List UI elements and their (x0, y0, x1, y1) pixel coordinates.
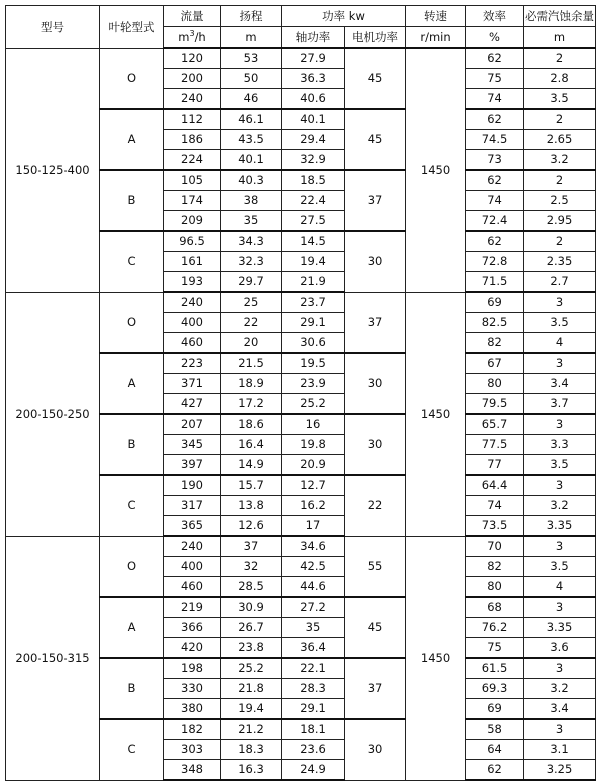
flow-cell: 200 (164, 69, 221, 89)
header-power: 功率 kw (282, 6, 406, 27)
efficiency-cell: 82 (466, 333, 524, 354)
head-cell: 38 (221, 191, 282, 211)
header-npshr-unit: m (524, 27, 596, 49)
motor-power-cell: 30 (345, 414, 406, 475)
npshr-cell: 3.3 (524, 435, 596, 455)
model-cell: 150-125-400 (6, 48, 100, 292)
head-cell: 23.8 (221, 638, 282, 659)
shaft-power-cell: 25.2 (282, 394, 345, 415)
efficiency-cell: 71.5 (466, 272, 524, 293)
npshr-cell: 2 (524, 48, 596, 69)
npshr-cell: 3 (524, 353, 596, 374)
shaft-power-cell: 29.1 (282, 699, 345, 720)
efficiency-cell: 69.3 (466, 679, 524, 699)
shaft-power-cell: 30.6 (282, 333, 345, 354)
shaft-power-cell: 29.1 (282, 313, 345, 333)
efficiency-cell: 79.5 (466, 394, 524, 415)
flow-cell: 365 (164, 516, 221, 537)
table-row (6, 48, 596, 69)
shaft-power-cell: 16.2 (282, 496, 345, 516)
impeller-type-cell: B (100, 414, 164, 475)
head-cell: 18.9 (221, 374, 282, 394)
impeller-type-cell: B (100, 658, 164, 719)
motor-power-cell: 45 (345, 48, 406, 109)
impeller-type-cell: A (100, 353, 164, 414)
npshr-cell: 3.6 (524, 638, 596, 659)
head-cell: 19.4 (221, 699, 282, 720)
flow-cell: 303 (164, 740, 221, 760)
header-flow: 流量 (164, 6, 221, 27)
impeller-type-cell: O (100, 48, 164, 109)
impeller-type-cell: O (100, 292, 164, 353)
impeller-type-cell: C (100, 475, 164, 536)
shaft-power-cell: 40.6 (282, 89, 345, 110)
head-cell: 40.1 (221, 150, 282, 171)
npshr-cell: 3 (524, 658, 596, 679)
npshr-cell: 3.4 (524, 699, 596, 720)
npshr-cell: 3.35 (524, 516, 596, 537)
shaft-power-cell: 18.1 (282, 719, 345, 740)
flow-cell: 460 (164, 333, 221, 354)
shaft-power-cell: 18.5 (282, 170, 345, 191)
shaft-power-cell: 23.6 (282, 740, 345, 760)
efficiency-cell: 58 (466, 719, 524, 740)
efficiency-cell: 64.4 (466, 475, 524, 496)
impeller-type-cell: C (100, 231, 164, 292)
shaft-power-cell: 24.9 (282, 760, 345, 781)
npshr-cell: 2 (524, 109, 596, 130)
npshr-cell: 3.5 (524, 557, 596, 577)
header-npshr: 必需汽蚀余量 (524, 6, 596, 27)
efficiency-cell: 62 (466, 231, 524, 252)
flow-cell: 400 (164, 313, 221, 333)
npshr-cell: 2.5 (524, 191, 596, 211)
flow-cell: 198 (164, 658, 221, 679)
shaft-power-cell: 42.5 (282, 557, 345, 577)
header-efficiency: 效率 (466, 6, 524, 27)
efficiency-cell: 61.5 (466, 658, 524, 679)
flow-cell: 223 (164, 353, 221, 374)
flow-cell: 460 (164, 577, 221, 598)
shaft-power-cell: 35 (282, 618, 345, 638)
header-impeller: 叶轮型式 (100, 6, 164, 49)
efficiency-cell: 74 (466, 89, 524, 110)
shaft-power-cell: 17 (282, 516, 345, 537)
flow-cell: 345 (164, 435, 221, 455)
flow-cell: 174 (164, 191, 221, 211)
impeller-type-cell: A (100, 597, 164, 658)
efficiency-cell: 74 (466, 496, 524, 516)
flow-cell: 224 (164, 150, 221, 171)
efficiency-cell: 77 (466, 455, 524, 476)
head-cell: 40.3 (221, 170, 282, 191)
shaft-power-cell: 44.6 (282, 577, 345, 598)
flow-cell: 182 (164, 719, 221, 740)
npshr-cell: 2 (524, 170, 596, 191)
head-cell: 35 (221, 211, 282, 232)
npshr-cell: 3.4 (524, 374, 596, 394)
motor-power-cell: 30 (345, 719, 406, 780)
head-cell: 37 (221, 536, 282, 557)
motor-power-cell: 30 (345, 231, 406, 292)
shaft-power-cell: 29.4 (282, 130, 345, 150)
header-head-unit: m (221, 27, 282, 49)
efficiency-cell: 75 (466, 638, 524, 659)
flow-cell: 397 (164, 455, 221, 476)
flow-cell: 348 (164, 760, 221, 781)
table-row (6, 536, 596, 557)
efficiency-cell: 80 (466, 374, 524, 394)
shaft-power-cell: 20.9 (282, 455, 345, 476)
shaft-power-cell: 34.6 (282, 536, 345, 557)
head-cell: 16.4 (221, 435, 282, 455)
head-cell: 43.5 (221, 130, 282, 150)
head-cell: 14.9 (221, 455, 282, 476)
shaft-power-cell: 12.7 (282, 475, 345, 496)
npshr-cell: 3.2 (524, 150, 596, 171)
shaft-power-cell: 36.3 (282, 69, 345, 89)
impeller-type-cell: B (100, 170, 164, 231)
shaft-power-cell: 23.7 (282, 292, 345, 313)
head-cell: 15.7 (221, 475, 282, 496)
head-cell: 29.7 (221, 272, 282, 293)
flow-cell: 190 (164, 475, 221, 496)
head-cell: 22 (221, 313, 282, 333)
impeller-type-cell: O (100, 536, 164, 597)
efficiency-cell: 82 (466, 557, 524, 577)
npshr-cell: 3.35 (524, 618, 596, 638)
npshr-cell: 3 (524, 414, 596, 435)
efficiency-cell: 62 (466, 109, 524, 130)
shaft-power-cell: 36.4 (282, 638, 345, 659)
npshr-cell: 2 (524, 231, 596, 252)
flow-cell: 161 (164, 252, 221, 272)
flow-cell: 96.5 (164, 231, 221, 252)
efficiency-cell: 80 (466, 577, 524, 598)
efficiency-cell: 67 (466, 353, 524, 374)
npshr-cell: 2.8 (524, 69, 596, 89)
speed-cell: 1450 (406, 48, 466, 292)
npshr-cell: 4 (524, 333, 596, 354)
flow-cell: 366 (164, 618, 221, 638)
head-cell: 26.7 (221, 618, 282, 638)
npshr-cell: 3.5 (524, 313, 596, 333)
npshr-cell: 3.1 (524, 740, 596, 760)
efficiency-cell: 69 (466, 292, 524, 313)
head-cell: 20 (221, 333, 282, 354)
npshr-cell: 3 (524, 597, 596, 618)
header-efficiency-unit: % (466, 27, 524, 49)
shaft-power-cell: 23.9 (282, 374, 345, 394)
efficiency-cell: 77.5 (466, 435, 524, 455)
efficiency-cell: 75 (466, 69, 524, 89)
header-flow-unit (164, 27, 221, 49)
header-speed: 转速 (406, 6, 466, 27)
efficiency-cell: 76.2 (466, 618, 524, 638)
flow-unit-main: m (178, 30, 190, 44)
flow-cell: 240 (164, 89, 221, 110)
head-cell: 12.6 (221, 516, 282, 537)
npshr-cell: 4 (524, 577, 596, 598)
head-cell: 53 (221, 48, 282, 69)
shaft-power-cell: 16 (282, 414, 345, 435)
model-cell: 200-150-250 (6, 292, 100, 536)
motor-power-cell: 30 (345, 353, 406, 414)
npshr-cell: 3.5 (524, 89, 596, 110)
model-cell: 200-150-315 (6, 536, 100, 780)
efficiency-cell: 73 (466, 150, 524, 171)
npshr-cell: 3 (524, 719, 596, 740)
npshr-cell: 3.2 (524, 679, 596, 699)
header-motor-power: 电机功率 (345, 27, 406, 49)
efficiency-cell: 70 (466, 536, 524, 557)
efficiency-cell: 65.7 (466, 414, 524, 435)
efficiency-cell: 82.5 (466, 313, 524, 333)
header-shaft-power: 轴功率 (282, 27, 345, 49)
shaft-power-cell: 19.5 (282, 353, 345, 374)
head-cell: 16.3 (221, 760, 282, 781)
flow-cell: 330 (164, 679, 221, 699)
speed-cell: 1450 (406, 536, 466, 780)
motor-power-cell: 37 (345, 170, 406, 231)
flow-cell: 371 (164, 374, 221, 394)
efficiency-cell: 72.4 (466, 211, 524, 232)
head-cell: 18.3 (221, 740, 282, 760)
flow-cell: 427 (164, 394, 221, 415)
head-cell: 32.3 (221, 252, 282, 272)
head-cell: 34.3 (221, 231, 282, 252)
flow-cell: 186 (164, 130, 221, 150)
flow-cell: 240 (164, 292, 221, 313)
head-cell: 18.6 (221, 414, 282, 435)
table-header (6, 6, 596, 49)
pump-performance-table (5, 5, 596, 781)
efficiency-cell: 62 (466, 170, 524, 191)
shaft-power-cell: 22.1 (282, 658, 345, 679)
flow-cell: 400 (164, 557, 221, 577)
efficiency-cell: 74.5 (466, 130, 524, 150)
motor-power-cell: 37 (345, 292, 406, 353)
npshr-cell: 3.5 (524, 455, 596, 476)
head-cell: 25.2 (221, 658, 282, 679)
shaft-power-cell: 27.5 (282, 211, 345, 232)
efficiency-cell: 62 (466, 48, 524, 69)
motor-power-cell: 55 (345, 536, 406, 597)
npshr-cell: 3 (524, 292, 596, 313)
motor-power-cell: 37 (345, 658, 406, 719)
npshr-cell: 2.35 (524, 252, 596, 272)
npshr-cell: 3.2 (524, 496, 596, 516)
impeller-type-cell: C (100, 719, 164, 780)
motor-power-cell: 45 (345, 109, 406, 170)
impeller-type-cell: A (100, 109, 164, 170)
head-cell: 30.9 (221, 597, 282, 618)
head-cell: 21.5 (221, 353, 282, 374)
shaft-power-cell: 14.5 (282, 231, 345, 252)
table-row (6, 292, 596, 313)
npshr-cell: 2.95 (524, 211, 596, 232)
flow-unit-tail: /h (194, 30, 206, 44)
flow-cell: 120 (164, 48, 221, 69)
shaft-power-cell: 19.4 (282, 252, 345, 272)
head-cell: 46 (221, 89, 282, 110)
header-model: 型号 (6, 6, 100, 49)
flow-cell: 209 (164, 211, 221, 232)
header-head: 扬程 (221, 6, 282, 27)
efficiency-cell: 64 (466, 740, 524, 760)
shaft-power-cell: 19.8 (282, 435, 345, 455)
npshr-cell: 2.65 (524, 130, 596, 150)
flow-cell: 193 (164, 272, 221, 293)
speed-cell: 1450 (406, 292, 466, 536)
shaft-power-cell: 28.3 (282, 679, 345, 699)
shaft-power-cell: 40.1 (282, 109, 345, 130)
flow-cell: 420 (164, 638, 221, 659)
flow-cell: 317 (164, 496, 221, 516)
motor-power-cell: 45 (345, 597, 406, 658)
efficiency-cell: 62 (466, 760, 524, 781)
npshr-cell: 3.7 (524, 394, 596, 415)
efficiency-cell: 72.8 (466, 252, 524, 272)
motor-power-cell: 22 (345, 475, 406, 536)
shaft-power-cell: 22.4 (282, 191, 345, 211)
flow-unit-sup: 3 (189, 29, 195, 39)
flow-cell: 112 (164, 109, 221, 130)
table-body (6, 48, 596, 780)
shaft-power-cell: 27.2 (282, 597, 345, 618)
efficiency-cell: 68 (466, 597, 524, 618)
efficiency-cell: 69 (466, 699, 524, 720)
head-cell: 50 (221, 69, 282, 89)
head-cell: 46.1 (221, 109, 282, 130)
flow-cell: 207 (164, 414, 221, 435)
flow-cell: 380 (164, 699, 221, 720)
shaft-power-cell: 21.9 (282, 272, 345, 293)
head-cell: 17.2 (221, 394, 282, 415)
head-cell: 28.5 (221, 577, 282, 598)
head-cell: 13.8 (221, 496, 282, 516)
flow-cell: 240 (164, 536, 221, 557)
head-cell: 25 (221, 292, 282, 313)
efficiency-cell: 73.5 (466, 516, 524, 537)
npshr-cell: 3 (524, 475, 596, 496)
head-cell: 21.2 (221, 719, 282, 740)
flow-cell: 105 (164, 170, 221, 191)
npshr-cell: 3.25 (524, 760, 596, 781)
head-cell: 32 (221, 557, 282, 577)
flow-cell: 219 (164, 597, 221, 618)
shaft-power-cell: 32.9 (282, 150, 345, 171)
npshr-cell: 2.7 (524, 272, 596, 293)
header-speed-unit: r/min (406, 27, 466, 49)
efficiency-cell: 74 (466, 191, 524, 211)
shaft-power-cell: 27.9 (282, 48, 345, 69)
head-cell: 21.8 (221, 679, 282, 699)
npshr-cell: 3 (524, 536, 596, 557)
